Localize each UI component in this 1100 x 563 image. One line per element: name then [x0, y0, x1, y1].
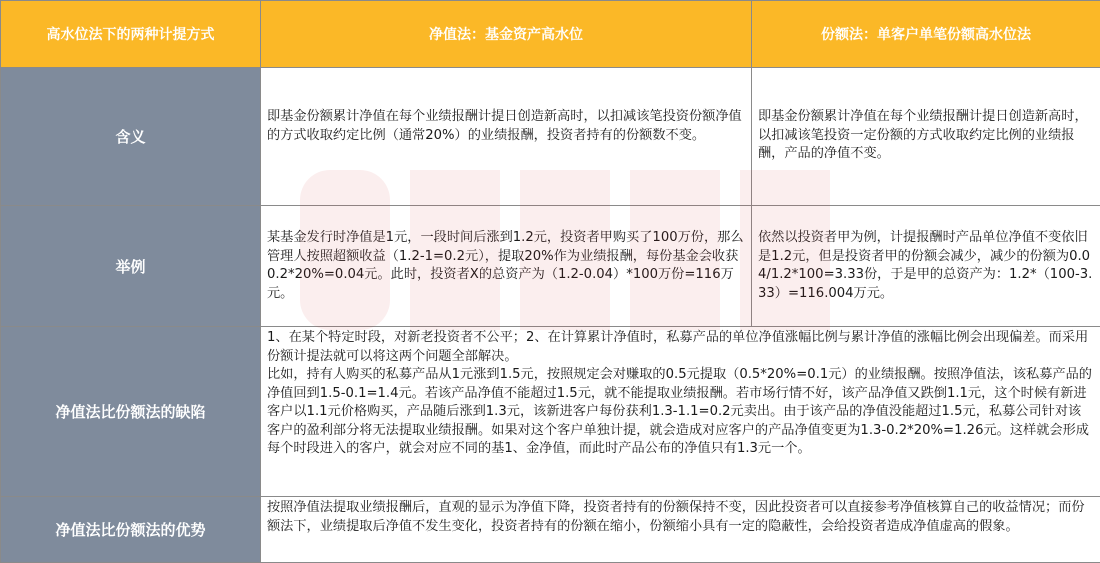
header-share-method: 份额法：单客户单笔份额高水位法 [752, 1, 1100, 68]
meaning-nav-method: 即基金份额累计净值在每个业绩报酬计提日创造新高时，以扣减该笔投资份额净值的方式收取约定比例（通常20%）的业绩报酬，投资者持有的份额数不变。 [261, 68, 752, 206]
table-row [1, 327, 1100, 497]
table-row [1, 206, 1100, 327]
header-method-comparison: 高水位法下的两种计提方式 [1, 1, 261, 68]
table-row [1, 497, 1100, 563]
table-header-row [1, 1, 1100, 68]
defects-text: 1、在某个特定时段，对新老投资者不公平；2、在计算累计净值时，私募产品的单位净值涨幅比例与累计净值的涨幅比例会出现偏差。而采用份额计提法就可以将这两个问题全部解决。 比如，持有人购买的私募产品从1元涨到1.5元，按照规定会对赚取的0.5元提取（0.5*20%=0.1元）的业绩报酬。按照净值法，该私募产品的净值回到1.5-0.1=1.4元。若该产品净值不能超过1.5元，就不能提取业绩报酬。若市场行情不好，该产品净值又跌倒1.1元，这个时候有新进客户以1.1元价格购买，产品随后涨到1.3元，该新进客户每份获利1.3-1.1=0.2元卖出。由于该产品的净值没能超过1.5元，私募公司针对该客户的盈利部分将无法提取业绩报酬。如果对这个客户单独计提，就会造成对应客户的产品净值变更为1.3-0.2*20%=1.26元。这样就会形成每个时段进入的客户，就会对应不同的基1、金净值，而此时产品公布的净值只有1.3元一个。 [261, 327, 1100, 497]
row-label-defects: 净值法比份额法的缺陷 [1, 327, 261, 497]
row-label-advantages: 净值法比份额法的优势 [1, 497, 261, 563]
meaning-share-method: 即基金份额累计净值在每个业绩报酬计提日创造新高时，以扣减该笔投资一定份额的方式收取约定比例的业绩报酬，产品的净值不变。 [752, 68, 1100, 206]
example-nav-method: 某基金发行时净值是1元，一段时间后涨到1.2元，投资者甲购买了100万份，那么管理人按照超额收益（1.2-1=0.2元），提取20%作为业绩报酬，每份基金会收获0.2*20%=0.04元。此时，投资者X的总资产为（1.2-0.04）*100万份=116万元。 [261, 206, 752, 327]
advantages-text: 按照净值法提取业绩报酬后，直观的显示为净值下降，投资者持有的份额保持不变，因此投资者可以直接参考净值核算自己的收益情况；而份额法下，业绩提取后净值不发生变化，投资者持有的份额在缩小，份额缩小具有一定的隐蔽性，会给投资者造成净值虚高的假象。 [261, 497, 1100, 563]
row-label-meaning: 含义 [1, 68, 261, 206]
example-share-method: 依然以投资者甲为例，计提报酬时产品单位净值不变依旧是1.2元，但是投资者甲的份额会减少，减少的份额为0.04/1.2*100=3.33份，于是甲的总资产为：1.2*（100-3.33）=116.004万元。 [752, 206, 1100, 327]
row-label-example: 举例 [1, 206, 261, 327]
table-row [1, 68, 1100, 206]
header-nav-method: 净值法：基金资产高水位 [261, 1, 752, 68]
